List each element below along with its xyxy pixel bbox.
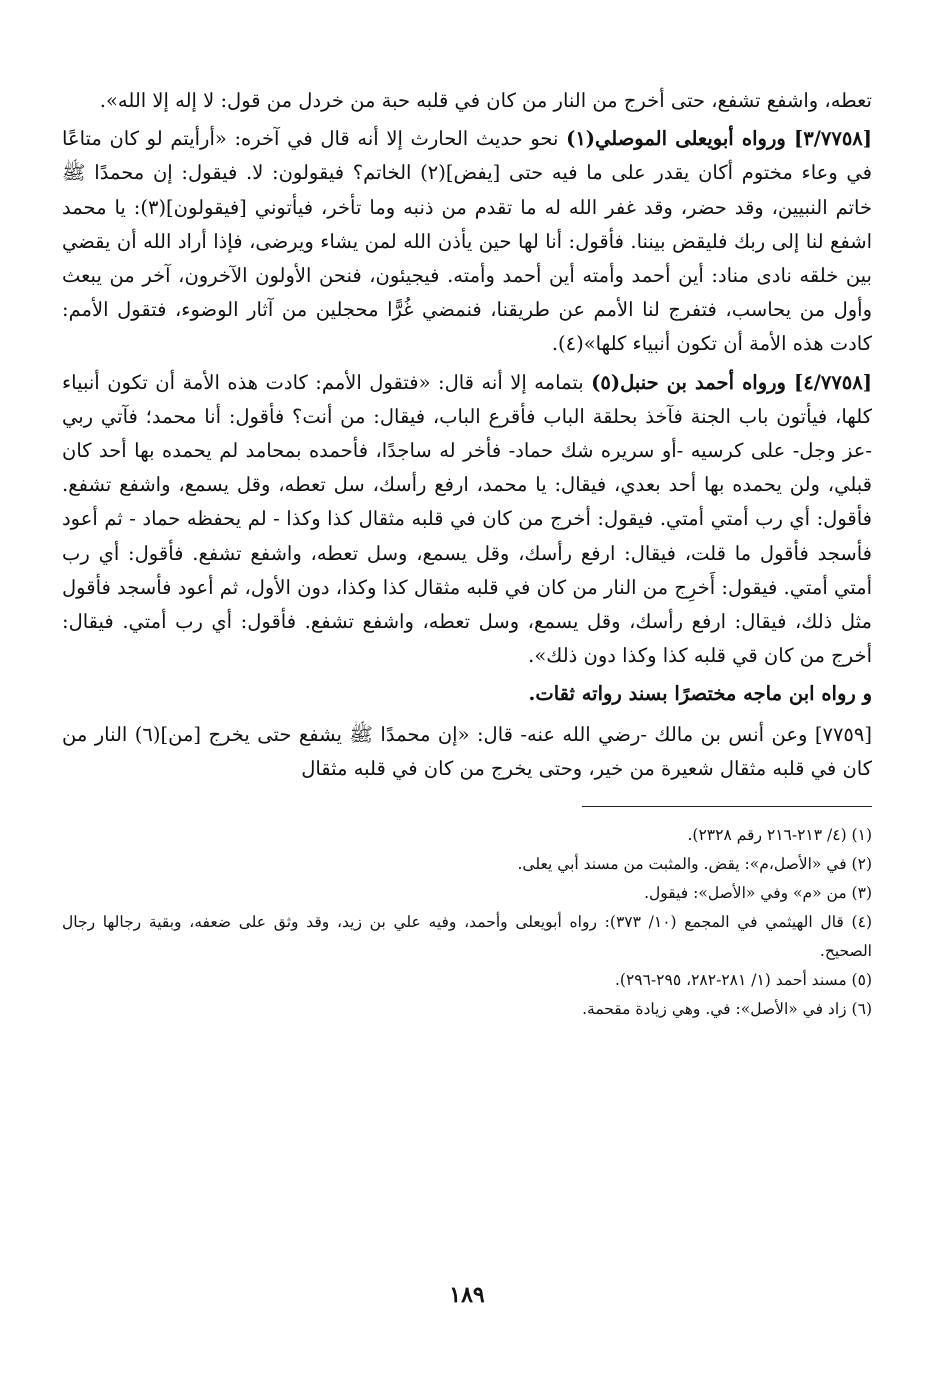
paragraph-text: بتمامه إلا أنه قال: «فتقول الأمم: كادت هذه الأمة أن تكون أنبياء كلها، فيأتون باب الجنة فآخذ بحلقة الباب فأقرع الباب، فيقال: من أنت؟ فأقول: أنا محمد؛ فآتي ربي -عز وجل- على كرسيه -أو سريره شك حماد- فأخر له ساجدًا، فأحمده بمحامد لم يحمده بها أحد كان قبلي، ولن يحمده بها أحد بعدي، فيقال: يا محمد، ارفع رأسك، سل تعطه، وقل يسمع، واشفع تشفع. فأقول: أي رب أمتي أمتي. فيقول: أخرج من كان في قلبه مثقال كذا وكذا - لم يحفظه حماد - ثم أعود فأسجد فأقول ما قلت، فيقال: ارفع رأسك، وقل يسمع، وسل تعطه، واشفع تشفع. فأقول: أي رب أمتي أمتي. فيقول: أَخرِج من النار من كان في قلبه مثقال كذا وكذا، دون الأول، ثم أعود فأسجد فأقول مثل ذلك، فيقال: ارفع رأسك، وقل يسمع، وسل تعطه، واشفع تشفع. فأقول: أي رب أمتي. فيقال: أخرج من كان قي قلبه كذا وكذا دون ذلك». <box>62 370 872 668</box>
page-number: ١٨٩ <box>449 1282 485 1308</box>
paragraph-hadith-3-7758 <box>62 122 872 361</box>
footnote-3: (٣) من «م» وفي «الأصل»: فيقول. <box>644 884 872 903</box>
footnotes <box>62 821 872 1024</box>
footnote-divider <box>582 806 872 807</box>
paragraph-text: نحو حديث الحارث إلا أنه قال في آخره: «أرأيتم لو كان متاعًا في وعاء مختوم أكان يقدر على ما فيه حتى [يفض](٢) الخاتم؟ فيقولون: لا. فيقول: إن محمدًا ﷺ خاتم النبيين، وقد حضر، وقد غفر الله له ما تقدم من ذنبه وما تأخر، فيأتوني [فيقولون](٣): يا محمد اشفع لنا إلى ربك فليقض بيننا. فأقول: أنا لها حين يأذن الله لمن يشاء ويرضى، فإذا أراد الله أن يقضي بين خلقه نادى مناد: أين أحمد وأمته أين أحمد وأمته. فيجيئون، فنحن الأولون الآخرون، آخر من يبعث وأول من يحاسب، فتفرج لنا الأمم عن طريقنا، فنمضي غُرًّا محجلين من آثار الوضوء، فتقول الأمم: كادت هذه الأمة أن تكون أنبياء كلها»(٤). <box>62 127 872 356</box>
footnote-2: (٢) في «الأصل،م»: يقض. والمثبت من مسند أبي يعلى. <box>517 855 872 874</box>
paragraph-hadith-7759 <box>62 718 872 786</box>
footnote-1: (١) (٤/ ٢١٣-٢١٦ رقم ٢٣٢٨). <box>687 826 872 845</box>
book-page <box>62 84 872 1024</box>
paragraph-text: تعطه، واشفع تشفع، حتى أخرج من النار من كان في قلبه حبة من خردل من قول: لا إله إلا الله». <box>99 89 872 112</box>
footnote-4: (٤) قال الهيثمي في المجمع (١٠/ ٣٧٣): رواه أبويعلى وأحمد، وفيه علي بن زيد، وقد وثق على ضعفه، وبقية رجالها رجال الصحيح. <box>62 913 872 961</box>
paragraph-text: و رواه ابن ماجه مختصرًا بسند رواته ثقات. <box>528 682 872 706</box>
paragraph-continuation <box>62 84 872 118</box>
ibn-majah-note <box>62 677 872 711</box>
paragraph-text: [٧٧٥٩] وعن أنس بن مالك -رضي الله عنه- قال: «إن محمدًا ﷺ يشفع حتى يخرج [من](٦) النار من كان في قلبه مثقال شعيرة من خير، وحتى يخرج من كان في قلبه مثقال <box>62 722 872 780</box>
hadith-heading: [٣/٧٧٥٨] ورواه أبويعلى الموصلي(١) <box>566 127 873 151</box>
footnote-5: (٥) مسند أحمد (١/ ٢٨١-٢٨٢، ٢٩٥-٢٩٦). <box>614 971 872 990</box>
footnote-6: (٦) زاد في «الأصل»: في. وهي زيادة مقحمة. <box>582 1000 872 1019</box>
paragraph-hadith-4-7758 <box>62 366 872 674</box>
hadith-heading: [٤/٧٧٥٨] ورواه أحمد بن حنبل(٥) <box>591 370 872 394</box>
main-text <box>62 84 872 786</box>
